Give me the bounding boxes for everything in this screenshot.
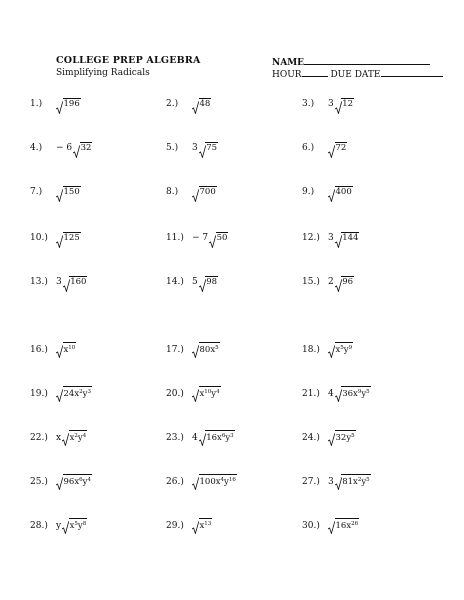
- radical-expression: [328, 342, 353, 355]
- radical-expression: [62, 430, 87, 443]
- problem-number: 23.): [166, 433, 184, 443]
- radicand: 72: [335, 143, 347, 153]
- name-label: NAME: [272, 58, 305, 68]
- problem-item: [166, 186, 217, 199]
- radicand: 700: [199, 187, 216, 197]
- problem-coefficient: 3: [328, 99, 334, 109]
- problem-number: 18.): [302, 345, 320, 355]
- problem-number: 28.): [30, 521, 48, 531]
- problem-number: 2.): [166, 99, 179, 109]
- problem-coefficient: 3: [328, 233, 334, 243]
- problem-number: 8.): [166, 187, 179, 197]
- radicand: 96: [342, 277, 354, 287]
- problem-item: [166, 342, 220, 355]
- problem-item: [30, 342, 76, 355]
- radical-expression: [73, 142, 92, 155]
- problem-coefficient: 4: [328, 389, 334, 399]
- radicand: $16x^{26}$: [335, 518, 360, 531]
- radicand: $16x^6y^3$: [205, 430, 234, 443]
- radical-sign-icon: [56, 235, 63, 248]
- radical-expression: [328, 142, 347, 155]
- radical-expression: [62, 518, 87, 531]
- header-right: [272, 55, 443, 79]
- radical-expression: [335, 98, 354, 111]
- radicand: $36x^9y^5$: [341, 386, 370, 399]
- problem-number: 12.): [302, 233, 320, 243]
- problem-number: 11.): [166, 233, 184, 243]
- problem-item: [302, 142, 347, 155]
- radicand: $x^{10}$: [63, 342, 77, 355]
- radical-sign-icon: [56, 477, 63, 490]
- problem-item: [302, 232, 359, 245]
- radicand: 75: [206, 143, 218, 153]
- radical-expression: [328, 186, 353, 199]
- problem-number: 26.): [166, 477, 184, 487]
- radical-sign-icon: [199, 279, 206, 292]
- radicand: $x^2y^4$: [69, 430, 88, 443]
- radical-expression: [328, 518, 359, 531]
- radical-sign-icon: [56, 101, 63, 114]
- radical-expression: [56, 232, 81, 245]
- radical-sign-icon: [328, 145, 335, 158]
- problem-item: [166, 98, 211, 111]
- problem-item: [30, 186, 81, 199]
- problem-number: 24.): [302, 433, 320, 443]
- radical-sign-icon: [335, 389, 342, 402]
- problem-item: [30, 232, 81, 245]
- radical-sign-icon: [199, 433, 206, 446]
- radical-expression: [56, 98, 81, 111]
- radicand: 12: [342, 99, 354, 109]
- radical-sign-icon: [56, 389, 63, 402]
- radicand: $x^5y^8$: [69, 518, 88, 531]
- radical-sign-icon: [192, 521, 199, 534]
- problem-number: 13.): [30, 277, 48, 287]
- radical-expression: [56, 474, 92, 487]
- problem-number: 6.): [302, 143, 315, 153]
- problem-coefficient: 3: [192, 143, 198, 153]
- radical-expression: [56, 386, 92, 399]
- radicand: $24x^2y^3$: [63, 386, 92, 399]
- problem-item: [302, 386, 371, 399]
- problem-number: 10.): [30, 233, 48, 243]
- problem-item: [166, 276, 218, 289]
- problem-number: 19.): [30, 389, 48, 399]
- radical-expression: [209, 232, 228, 245]
- problem-item: [302, 430, 356, 443]
- hour-blank: [302, 67, 328, 77]
- problem-number: 16.): [30, 345, 48, 355]
- radical-expression: [328, 430, 356, 443]
- problem-number: 21.): [302, 389, 320, 399]
- radicand: 144: [342, 233, 359, 243]
- radical-sign-icon: [335, 477, 342, 490]
- radicand: $100x^4y^{16}$: [199, 474, 237, 487]
- radical-expression: [192, 474, 237, 487]
- problem-number: 22.): [30, 433, 48, 443]
- problem-number: 30.): [302, 521, 320, 531]
- problem-number: 14.): [166, 277, 184, 287]
- radicand: 160: [70, 277, 87, 287]
- radicand: 400: [335, 187, 352, 197]
- problem-item: [302, 98, 354, 111]
- problem-number: 20.): [166, 389, 184, 399]
- radicand: $x^5y^9$: [335, 342, 354, 355]
- problem-item: [30, 474, 92, 487]
- problem-coefficient: x: [56, 433, 62, 443]
- due-date-blank: [381, 67, 443, 77]
- problem-number: 17.): [166, 345, 184, 355]
- problem-number: 15.): [302, 277, 320, 287]
- problem-item: [30, 386, 92, 399]
- problem-item: [166, 518, 212, 531]
- problem-coefficient: 3: [56, 277, 62, 287]
- radical-sign-icon: [192, 477, 199, 490]
- radical-expression: [56, 342, 76, 355]
- radical-expression: [192, 98, 211, 111]
- radical-sign-icon: [63, 279, 70, 292]
- radical-expression: [192, 386, 221, 399]
- radical-expression: [199, 276, 218, 289]
- problem-item: [166, 386, 221, 399]
- problem-item: [30, 430, 87, 443]
- problem-coefficient: 2: [328, 277, 334, 287]
- radical-sign-icon: [192, 389, 199, 402]
- worksheet-subtitle: Simplifying Radicals: [56, 68, 150, 78]
- problem-number: 9.): [302, 187, 315, 197]
- radicand: 98: [206, 277, 218, 287]
- problem-item: [302, 474, 371, 487]
- radical-sign-icon: [62, 521, 69, 534]
- radical-expression: [199, 430, 235, 443]
- radical-sign-icon: [73, 145, 80, 158]
- radical-sign-icon: [209, 235, 216, 248]
- radicand: $80x^5$: [199, 342, 220, 355]
- problem-item: [302, 342, 353, 355]
- problem-coefficient: 3: [328, 477, 334, 487]
- problem-number: 3.): [302, 99, 315, 109]
- radicand: 125: [63, 233, 80, 243]
- problem-item: [166, 474, 237, 487]
- problem-coefficient: − 6: [56, 143, 73, 153]
- problem-number: 4.): [30, 143, 43, 153]
- radicand: $x^{13}$: [199, 518, 213, 531]
- header-left: [56, 55, 201, 78]
- problem-item: [30, 98, 81, 111]
- worksheet-title: COLLEGE PREP ALGEBRA: [56, 55, 201, 66]
- radical-sign-icon: [328, 189, 335, 202]
- problem-number: 29.): [166, 521, 184, 531]
- radicand: 32: [80, 143, 92, 153]
- problem-item: [302, 518, 359, 531]
- radical-expression: [335, 386, 371, 399]
- radical-sign-icon: [62, 433, 69, 446]
- due-date-label: DUE DATE: [330, 70, 381, 80]
- radicand: $96x^6y^4$: [63, 474, 92, 487]
- radical-expression: [63, 276, 88, 289]
- radicand: 48: [199, 99, 211, 109]
- radical-expression: [335, 276, 354, 289]
- radical-sign-icon: [192, 101, 199, 114]
- radical-sign-icon: [56, 345, 63, 358]
- problem-item: [30, 518, 87, 531]
- problem-number: 7.): [30, 187, 43, 197]
- radical-expression: [199, 142, 218, 155]
- problem-coefficient: − 7: [192, 233, 209, 243]
- problem-item: [30, 142, 92, 155]
- radical-expression: [335, 474, 371, 487]
- radical-sign-icon: [335, 101, 342, 114]
- radicand: $81x^2y^5$: [341, 474, 370, 487]
- radical-expression: [56, 186, 81, 199]
- radical-sign-icon: [192, 345, 199, 358]
- radical-sign-icon: [328, 433, 335, 446]
- hour-label: HOUR: [272, 70, 302, 80]
- problem-item: [166, 142, 218, 155]
- radicand: $x^{10}y^4$: [199, 386, 221, 399]
- problem-coefficient: 5: [192, 277, 198, 287]
- radical-sign-icon: [56, 189, 63, 202]
- radical-expression: [335, 232, 360, 245]
- radical-sign-icon: [199, 145, 206, 158]
- radical-sign-icon: [328, 521, 335, 534]
- radical-sign-icon: [192, 189, 199, 202]
- problem-number: 1.): [30, 99, 43, 109]
- problem-item: [166, 232, 228, 245]
- radical-expression: [192, 518, 212, 531]
- problem-number: 25.): [30, 477, 48, 487]
- problem-coefficient: y: [56, 521, 62, 531]
- radicand: $32y^5$: [335, 430, 356, 443]
- problem-item: [30, 276, 87, 289]
- problem-item: [302, 276, 354, 289]
- problem-number: 5.): [166, 143, 179, 153]
- radical-expression: [192, 186, 217, 199]
- problem-item: [166, 430, 235, 443]
- radical-expression: [192, 342, 220, 355]
- radicand: 150: [63, 187, 80, 197]
- problem-coefficient: 4: [192, 433, 198, 443]
- radical-sign-icon: [328, 345, 335, 358]
- problem-number: 27.): [302, 477, 320, 487]
- problem-item: [302, 186, 353, 199]
- radicand: 196: [63, 99, 80, 109]
- radicand: 50: [216, 233, 228, 243]
- name-blank: [304, 55, 430, 65]
- radical-sign-icon: [335, 279, 342, 292]
- radical-sign-icon: [335, 235, 342, 248]
